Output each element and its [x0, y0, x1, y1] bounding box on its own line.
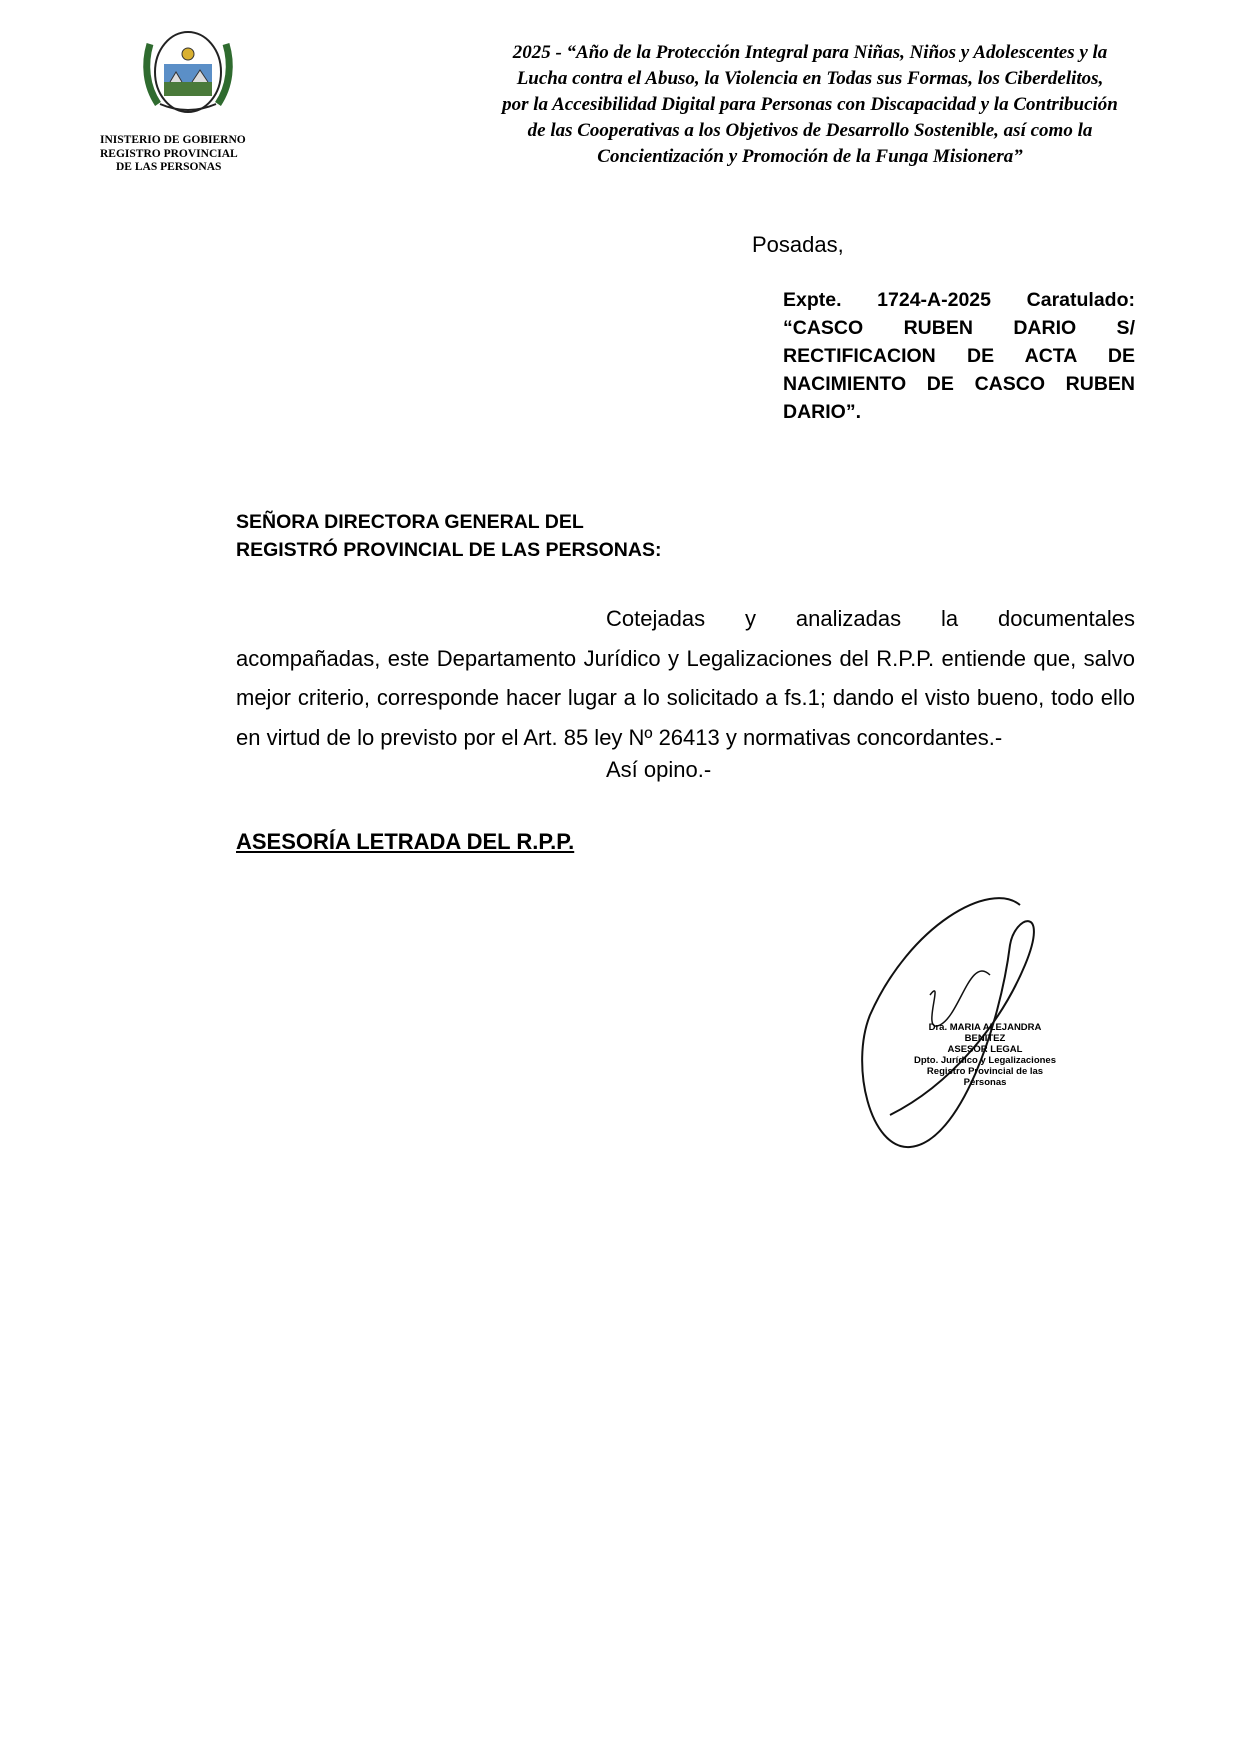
motto-line: por la Accesibilidad Digital para Personas con Discapacidad y la Contribución [502, 94, 1118, 115]
stamp-line: Dpto. Jurídico y Legalizaciones [913, 1055, 1056, 1066]
legal-advisor-stamp [910, 1022, 1060, 1088]
org-line: INISTERIO DE GOBIERNO [100, 134, 246, 146]
org-line: REGISTRO PROVINCIAL [100, 147, 238, 160]
provincial-seal-icon [140, 24, 236, 118]
stamp-line: Registro Provincial de las Personas [926, 1066, 1044, 1088]
issuing-office [100, 134, 290, 175]
motto-line: 2025 - “Año de la Protección Integral para Niñas, Niños y Adolescentes y la [512, 42, 1108, 63]
motto-line: Concientización y Promoción de la Funga Misionera” [597, 146, 1023, 167]
opinion-body: Cotejadas y analizadas la documentales acompañadas, este Departamento Jurídico y Legalizaciones del R.P.P. entiende que, salvo mejor criterio, corresponde hacer lugar a lo solicitado a fs.1; dando el visto bueno, todo ello en virtud de lo previsto por el Art. 85 ley Nº 26413 y normativas concordantes.- [236, 606, 1135, 750]
motto-line: de las Cooperativas a los Objetivos de Desarrollo Sostenible, así como la [527, 120, 1093, 141]
addressee [236, 508, 836, 564]
sign-off: ASESORÍA LETRADA DEL R.P.P. [236, 829, 575, 854]
stamp-line: ASESOR LEGAL [947, 1044, 1023, 1055]
place-date: Posadas, [752, 232, 844, 257]
addressee-line: SEÑORA DIRECTORA GENERAL DEL [236, 511, 584, 533]
closing-statement: Así opino.- [606, 757, 712, 782]
motto-line: Lucha contra el Abuso, la Violencia en Todas sus Formas, los Ciberdelitos, [516, 68, 1104, 89]
addressee-line: REGISTRÓ PROVINCIAL DE LAS PERSONAS: [236, 539, 662, 561]
year-motto [450, 40, 1170, 170]
case-reference: Expte. 1724-A-2025 Caratulado: “CASCO RUBEN DARIO S/ RECTIFICACION DE ACTA DE NACIMIENTO DE CASCO RUBEN DARIO”. [783, 289, 1135, 423]
stamp-line: Dra. MARIA ALEJANDRA BENITEZ [928, 1022, 1042, 1044]
org-line: DE LAS PERSONAS [116, 161, 222, 173]
